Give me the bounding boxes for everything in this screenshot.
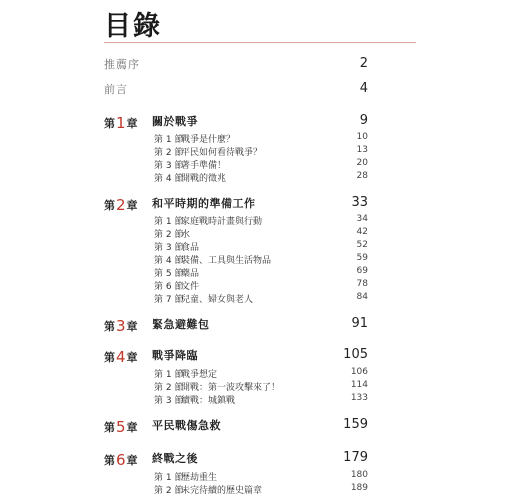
page-number: 105 xyxy=(343,347,368,362)
toc-section[interactable]: 第 2 節 平民如何看待戰爭？ 13 xyxy=(154,145,368,158)
chapter-title: 緊急避難包 xyxy=(152,318,210,331)
chapter-number: 第3章 xyxy=(104,317,138,335)
toc-section[interactable]: 第 4 節 開戰的徵兆 28 xyxy=(154,171,368,184)
chapter-number: 第5章 xyxy=(104,418,138,436)
toc-entry-foreword[interactable] xyxy=(104,81,368,97)
page-number: 4 xyxy=(359,81,368,96)
toc-section[interactable]: 第 2 節 未完待續的歷史篇章 189 xyxy=(154,483,368,496)
toc-section[interactable]: 第 4 節 裝備、工具與生活物品 59 xyxy=(154,253,368,266)
toc-entry-preface[interactable] xyxy=(104,56,368,72)
toc-chapter-5[interactable] xyxy=(104,417,368,436)
toc-section[interactable]: 第 6 節 文件 78 xyxy=(154,279,368,292)
page-number: 91 xyxy=(351,316,368,331)
toc-section[interactable]: 第 5 節 藥品 69 xyxy=(154,266,368,279)
page-number: 179 xyxy=(343,450,368,465)
title-divider xyxy=(104,42,416,43)
page-number: 9 xyxy=(359,113,368,128)
toc-section[interactable]: 第 1 節 家庭戰時計畫與行動 34 xyxy=(154,214,368,227)
page-title: 目錄 xyxy=(104,11,162,42)
toc-chapter-2[interactable] xyxy=(104,195,368,214)
entry-label: 推薦序 xyxy=(104,58,140,71)
toc-section[interactable]: 第 7 節 兒童、婦女與老人 84 xyxy=(154,292,368,305)
toc-section[interactable]: 第 3 節 食品 52 xyxy=(154,240,368,253)
chapter-title: 和平時期的準備工作 xyxy=(152,197,256,210)
page-number: 33 xyxy=(351,195,368,210)
page-number: 2 xyxy=(359,56,368,71)
entry-label: 前言 xyxy=(104,83,128,96)
chapter-number: 第1章 xyxy=(104,114,138,132)
toc-section[interactable]: 第 3 節 著手準備！ 20 xyxy=(154,158,368,171)
toc-chapter-3[interactable] xyxy=(104,316,368,335)
toc-section[interactable]: 第 2 節 水 42 xyxy=(154,227,368,240)
chapter-title: 關於戰爭 xyxy=(152,115,198,128)
page-number: 159 xyxy=(343,417,368,432)
toc-section[interactable]: 第 1 節 戰爭想定 106 xyxy=(154,367,368,380)
chapter-number: 第6章 xyxy=(104,451,138,469)
chapter-title: 平民戰傷急救 xyxy=(152,419,221,432)
chapter-title: 戰爭降臨 xyxy=(152,349,198,362)
chapter-title: 終戰之後 xyxy=(152,452,198,465)
chapter-number: 第2章 xyxy=(104,196,138,214)
toc-chapter-6[interactable] xyxy=(104,450,368,469)
toc-section[interactable]: 第 1 節 歷劫重生 180 xyxy=(154,470,368,483)
toc-section[interactable]: 第 1 節 戰爭是什麼？ 10 xyxy=(154,132,368,145)
toc-chapter-4[interactable] xyxy=(104,347,368,366)
toc-chapter-1[interactable] xyxy=(104,113,368,132)
toc-section[interactable]: 第 3 節 續戰：城鎮戰 133 xyxy=(154,393,368,406)
toc-section[interactable]: 第 2 節 開戰：第一波攻擊來了！ 114 xyxy=(154,380,368,393)
chapter-number: 第4章 xyxy=(104,348,138,366)
